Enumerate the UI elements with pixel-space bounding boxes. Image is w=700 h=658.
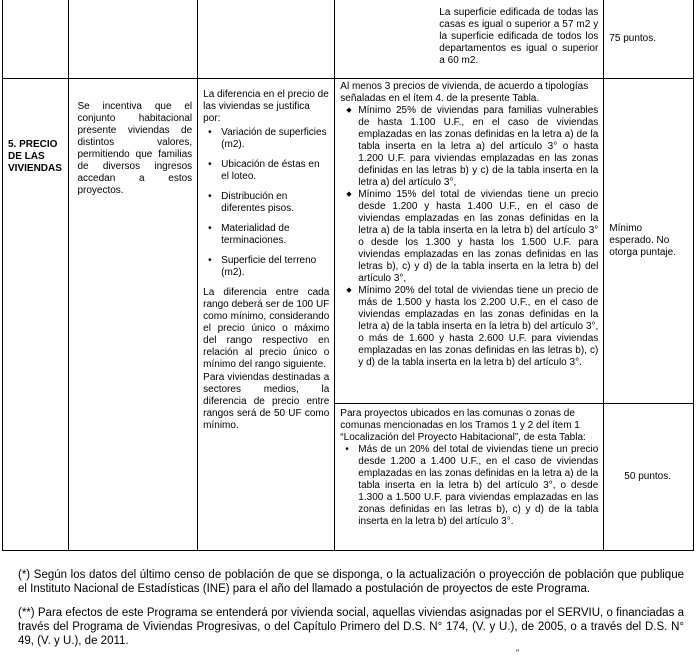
footnote: (*) Según los datos del último censo de población de que se disponga, o la actualización o proyección de población que publique el Instituto Nacional de Estadísticas (INE) para el año del llamado a postulación de proyectos de este Programa.	[18, 569, 684, 595]
list-item: ◆ Mínimo 15% del total de viviendas tiene un precio desde 1.200 y hasta 1.400 U.F., en el caso de viviendas emplazadas en las zonas definidas en la letra a) de la tabla inserta en la letra b) del artículo 3° o desde los 1.300 y hasta los 1.500 U.F. para viviendas emplazadas en las zonas definidas en las letras b), c) y d) de la tabla inserta en la letra b) del artículo 3°,	[358, 189, 598, 285]
table-row-surface	[3, 0, 694, 79]
empty-cell	[69, 0, 198, 79]
middle-sector-note: Para viviendas destinadas a sectores medios, la diferencia de precio entre rangos será de 50 UF como mínimo.	[203, 372, 330, 431]
minimum-condition-list	[340, 105, 598, 369]
list-item: • Materialidad de terminaciones.	[221, 223, 329, 247]
empty-cell	[198, 0, 335, 79]
list-item: • Distribución en diferentes pisos.	[221, 191, 329, 215]
range-note: La diferencia entre cada rango deberá ser de 100 UF como mínimo, considerando el precio único o máximo del rango respectivo en relación al precio único o mínimo del rango siguiente.	[203, 287, 330, 370]
tramo-score-text: 50 puntos.	[624, 471, 672, 482]
minimum-condition-cell	[335, 79, 604, 404]
justification-list	[203, 127, 329, 279]
surface-condition-text: La superficie edificada de todas las casas es igual o superior a 57 m2 y la superficie edificada de todos los departamentos es igual o superior a 60 m2.	[439, 7, 599, 66]
criterion-title: 5. PRECIO DE LAS VIVIENDAS	[8, 139, 62, 174]
minimum-score-text: Mínimo esperado. No otorga puntaje.	[609, 223, 677, 258]
score-text: 75 puntos.	[609, 32, 657, 44]
objective-cell	[69, 79, 198, 551]
table-row-price-a	[3, 79, 694, 404]
justification-intro: La diferencia en el precio de las viviendas se justifica por:	[203, 89, 329, 124]
list-item: ◆ Mínimo 20% del total de viviendas tiene un precio de más de 1.500 y hasta los 2.200 U.F., en el caso de viviendas emplazadas en las zonas definidas en la letra a) de la tabla inserta en la letra b) del artículo 3°, o más de 1.600 y hasta 2.600 U.F. para viviendas emplazadas en las zonas definidas en las letras b), c) y d) de la tabla inserta en la letra b) del artículo 3°.	[358, 285, 598, 369]
tramo-score-cell	[604, 404, 694, 551]
page-mark: ”	[516, 648, 519, 658]
minimum-condition-intro: Al menos 3 precios de vivienda, de acuerdo a tipologías señaladas en el ítem 4. de la presente Tabla.	[340, 81, 589, 104]
tramo-condition-intro: Para proyectos ubicados en las comunas o zonas de comunas mencionadas en los Tramos 1 y 2 del ítem 1 “Localización del Proyecto Habitacional”, de esta Tabla:	[340, 408, 586, 443]
criterion-cell	[3, 79, 69, 551]
tramo-condition-cell	[335, 404, 604, 551]
minimum-score-cell	[604, 79, 694, 404]
footnote: (**) Para efectos de este Programa se entenderá por vivienda social, aquellas viviendas asignadas por el SERVIU, o financiadas a través del Programa de Viviendas Progresivas, o del Capítulo Primero del D.S. N° 174, (V. y U.), de 2005, o a través del D.S. N° 49, (V. y U.), de 2011.	[18, 607, 684, 647]
objective-text: Se incentiva que el conjunto habitacional presente viviendas de distintos valores, permitiendo que familias de diversos ingresos accedan a estos proyectos.	[77, 101, 193, 196]
surface-condition-cell	[335, 0, 604, 79]
list-item: • Más de un 20% del total de viviendas tiene un precio desde 1.200 a 1.400 U.F., en el caso de viviendas emplazadas en las zonas definidas en la letra a) de la tabla inserta en la letra b) del artículo 3°, o desde 1.300 a 1.500 U.F. para viviendas emplazadas en las zonas definidas en las letras b), c) y d) de la tabla inserta en la letra b) del artículo 3°.	[358, 444, 598, 528]
scoring-table	[2, 0, 694, 551]
list-item: • Ubicación de éstas en el loteo.	[221, 159, 329, 183]
footnotes	[18, 568, 684, 658]
list-item: • Superficie del terreno (m2).	[221, 255, 329, 279]
empty-cell	[3, 0, 69, 79]
list-item: • Variación de superficies (m2).	[221, 127, 329, 151]
justification-cell	[198, 79, 335, 551]
tramo-condition-list	[340, 444, 598, 528]
list-item: ◆ Mínimo 25% de viviendas para familias vulnerables de hasta 1.100 U.F., en el caso de viviendas emplazadas en las zonas definidas en la letra a) de la tabla inserta en la letra a) del artículo 3° o hasta 1.200 U.F. para viviendas emplazadas en las zonas definidas en las letras b) y c) de la tabla inserta en la letra a) del artículo 3°,	[358, 105, 598, 189]
score-cell	[604, 0, 694, 79]
